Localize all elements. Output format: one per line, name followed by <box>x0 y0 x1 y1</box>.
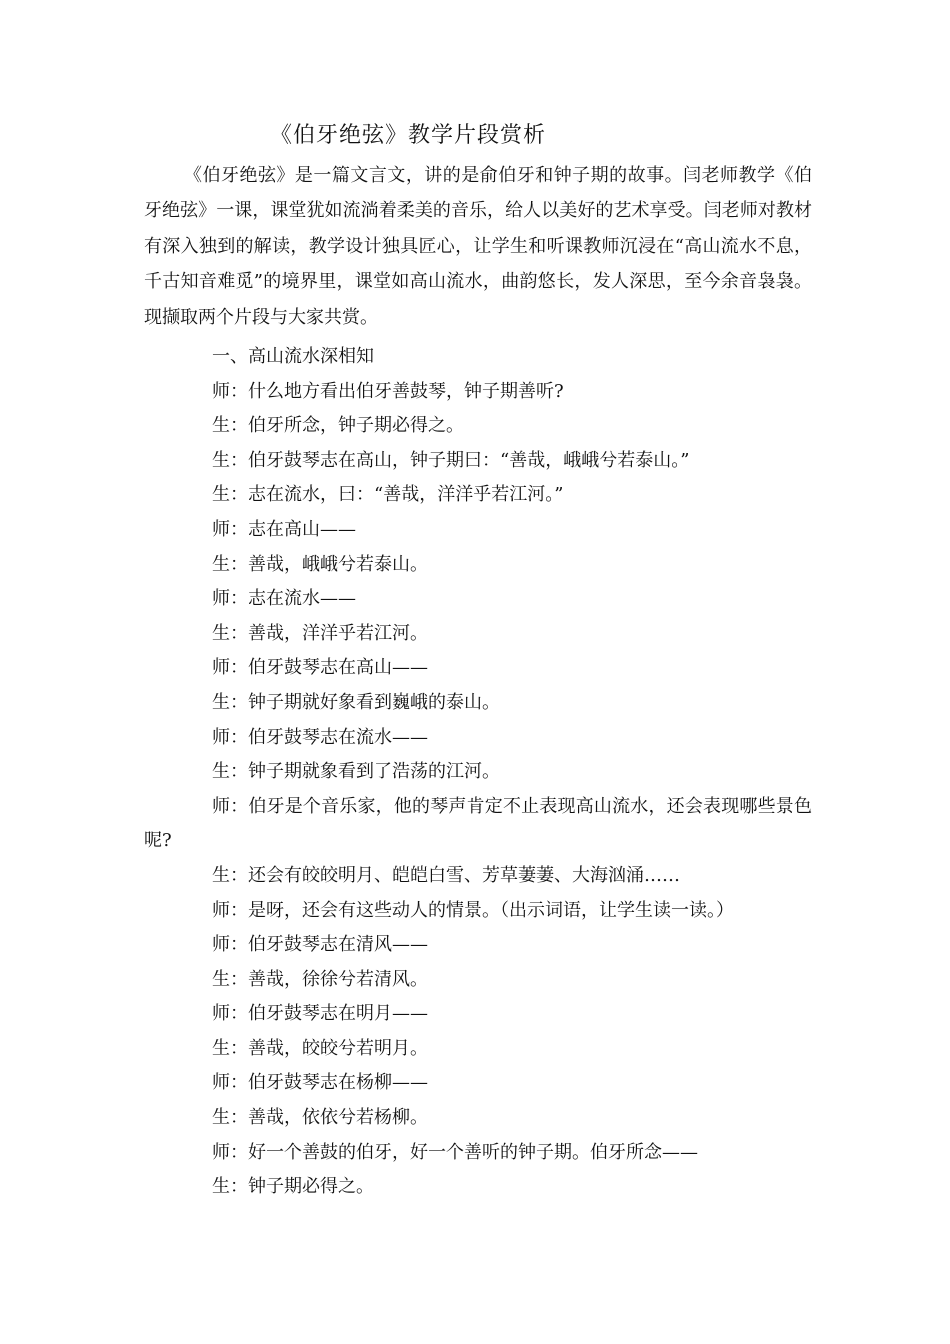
dialogue-line: 师：志在流水—— <box>212 588 356 610</box>
dialogue-line: 师：好一个善鼓的伯牙，好一个善听的钟子期。伯牙所念—— <box>212 1141 698 1163</box>
dialogue-line: 生：善哉，峨峨兮若泰山。 <box>212 553 428 575</box>
dialogue-line: 师：伯牙是个音乐家，他的琴声肯定不止表现高山流水，还会表现哪些景色呢? <box>144 795 812 852</box>
section-heading: 一、高山流水深相知 <box>212 346 374 367</box>
dialogue-line: 师：伯牙鼓琴志在流水—— <box>212 726 428 748</box>
dialogue-line: 生：善哉，皎皎兮若明月。 <box>212 1037 428 1059</box>
document-title: 《伯牙绝弦》教学片段赏析 <box>270 123 547 148</box>
dialogue-line: 师：志在高山—— <box>212 518 356 540</box>
dialogue-line: 生：钟子期必得之。 <box>212 1176 374 1198</box>
dialogue-line: 生：伯牙鼓琴志在高山，钟子期曰：“善哉，峨峨兮若泰山。” <box>212 449 690 471</box>
dialogue-line: 生：善哉，徐徐兮若清风。 <box>212 968 428 990</box>
dialogue-line: 师：是呀，还会有这些动人的情景。（出示词语，让学生读一读。） <box>212 899 734 921</box>
dialogue-line: 师：伯牙鼓琴志在高山—— <box>212 657 428 679</box>
dialogue-line: 师：伯牙鼓琴志在明月—— <box>212 1003 428 1025</box>
dialogue-line: 生：钟子期就好象看到巍峨的泰山。 <box>212 691 500 713</box>
dialogue-line: 生：善哉，洋洋乎若江河。 <box>212 622 428 644</box>
intro-paragraph: 《伯牙绝弦》是一篇文言文，讲的是俞伯牙和钟子期的故事。闫老师教学《伯牙绝弦》一课，课堂犹如流淌着柔美的音乐，给人以美好的艺术享受。闫老师对教材有深入独到的解读，教学设计独具匠心，让学生和听课教师沉浸在“高山流水不息，千古知音难觅”的境界里，课堂如高山流水，曲韵悠长，发人深思，至今余音袅袅。现撷取两个片段与大家共赏。 <box>144 165 812 328</box>
dialogue-line: 师：伯牙鼓琴志在清风—— <box>212 934 428 956</box>
dialogue-line: 师：伯牙鼓琴志在杨柳—— <box>212 1072 428 1094</box>
dialogue-line: 生：伯牙所念，钟子期必得之。 <box>212 415 464 437</box>
dialogue-line: 生：还会有皎皎明月、皑皑白雪、芳草萋萋、大海汹涌…… <box>212 864 680 886</box>
dialogue-line: 生：志在流水，曰：“善哉，洋洋乎若江河。” <box>212 484 564 506</box>
dialogue-list <box>144 340 812 1205</box>
dialogue-line: 生：钟子期就象看到了浩荡的江河。 <box>212 761 500 783</box>
dialogue-line: 师：什么地方看出伯牙善鼓琴，钟子期善听? <box>212 380 564 402</box>
dialogue-line: 生：善哉，依依兮若杨柳。 <box>212 1107 428 1129</box>
